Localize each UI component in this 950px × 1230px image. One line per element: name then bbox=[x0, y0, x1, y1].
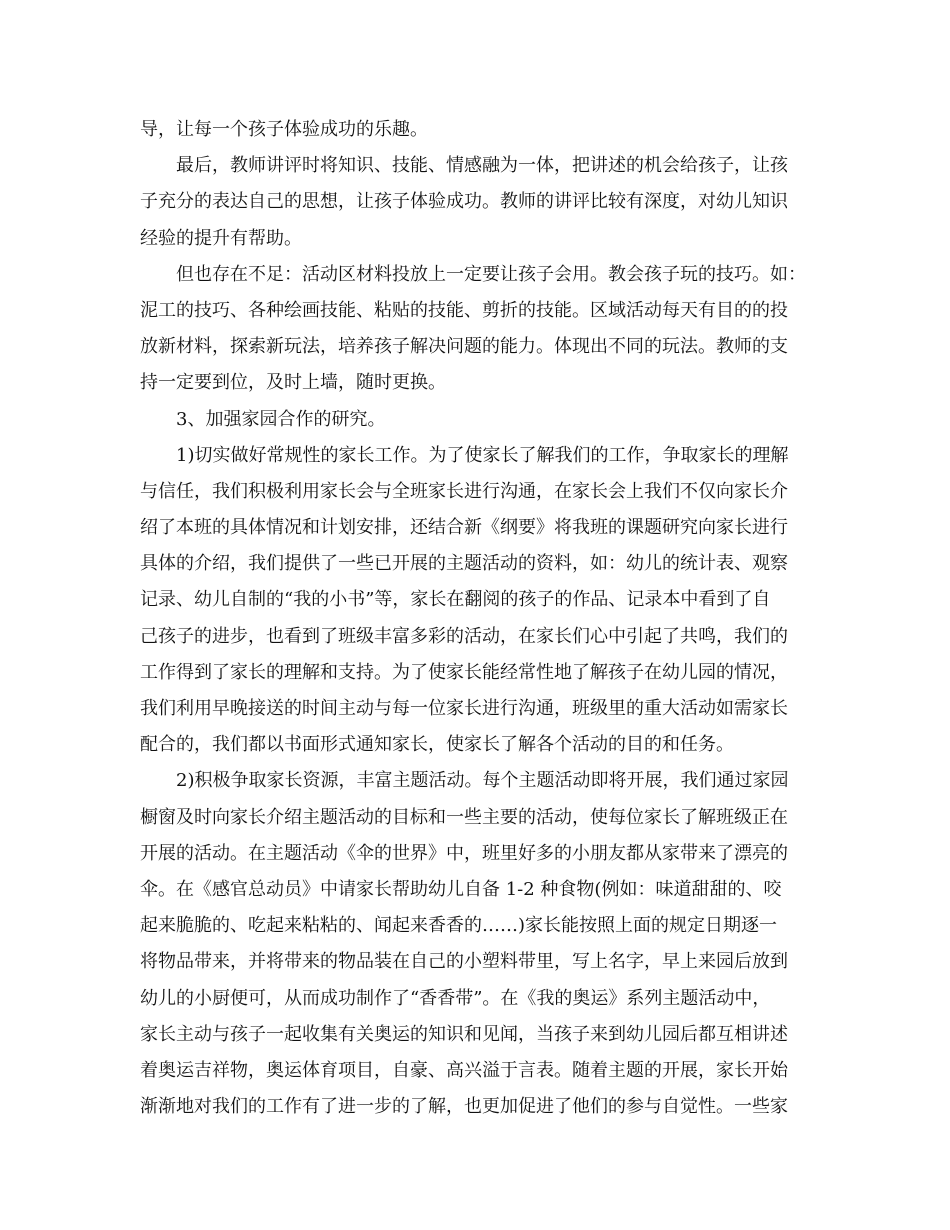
text-line: 与信任，我们积极利用家长会与全班家长进行沟通，在家长会上我们不仅向家长介 bbox=[140, 480, 788, 502]
text-line: 开展的活动。在主题活动《伞的世界》中，班里好多的小朋友都从家带来了漂亮的 bbox=[140, 842, 788, 864]
text-line: 2)积极争取家长资源，丰富主题活动。每个主题活动即将开展，我们通过家园 bbox=[176, 770, 789, 792]
text-line: 伞。在《感官总动员》中请家长帮助幼儿自备 1-2 种食物(例如：味道甜甜的、咬 bbox=[140, 878, 782, 900]
text-line: 导，让每一个孩子体验成功的乐趣。 bbox=[140, 119, 428, 140]
text-line: 泥工的技巧、各种绘画技能、粘贴的技能、剪折的技能。区域活动每天有目的的投 bbox=[140, 299, 788, 321]
text-line: 子充分的表达自己的思想，让孩子体验成功。教师的讲评比较有深度，对幼儿知识 bbox=[140, 191, 788, 213]
body-text bbox=[140, 112, 820, 1125]
text-line: 将物品带来，并将带来的物品装在自己的小塑料带里，写上名字，早上来园后放到 bbox=[140, 951, 788, 973]
text-line: 己孩子的进步，也看到了班级丰富多彩的活动，在家长们心中引起了共鸣，我们的 bbox=[140, 625, 788, 647]
text-line: 经验的提升有帮助。 bbox=[140, 227, 302, 249]
text-line: 记录、幼儿自制的“我的小书”等，家长在翻阅的孩子的作品、记录本中看到了自 bbox=[140, 589, 771, 611]
text-line: 工作得到了家长的理解和支持。为了使家长能经常性地了解孩子在幼儿园的情况， bbox=[140, 661, 788, 683]
text-line: 绍了本班的具体情况和计划安排，还结合新《纲要》将我班的课题研究向家长进行 bbox=[140, 517, 788, 539]
text-line: 具体的介绍，我们提供了一些已开展的主题活动的资料，如：幼儿的统计表、观察 bbox=[140, 553, 788, 575]
text-line: 最后，教师讲评时将知识、技能、情感融为一体，把讲述的机会给孩子，让孩 bbox=[176, 155, 788, 177]
text-line: 橱窗及时向家长介绍主题活动的目标和一些主要的活动，使每位家长了解班级正在 bbox=[140, 806, 788, 828]
text-line: 我们利用早晚接送的时间主动与每一位家长进行沟通，班级里的重大活动如需家长 bbox=[140, 698, 788, 719]
text-line: 家长主动与孩子一起收集有关奥运的知识和见闻，当孩子来到幼儿园后都互相讲述 bbox=[140, 1023, 788, 1045]
text-line: 渐渐地对我们的工作有了进一步的了解，也更加促进了他们的参与自觉性。一些家 bbox=[140, 1096, 788, 1118]
text-line: 3、加强家园合作的研究。 bbox=[176, 408, 386, 430]
text-line: 着奥运吉祥物，奥运体育项目，自豪、高兴溢于言表。随着主题的开展，家长开始 bbox=[140, 1059, 788, 1081]
text-line: 但也存在不足：活动区材料投放上一定要让孩子会用。教会孩子玩的技巧。如： bbox=[176, 263, 806, 285]
text-line: 1)切实做好常规性的家长工作。为了使家长了解我们的工作，争取家长的理解 bbox=[176, 444, 789, 466]
text-line: 起来脆脆的、吃起来粘粘的、闻起来香香的……)家长能按照上面的规定日期逐一 bbox=[140, 915, 778, 937]
text-line: 放新材料，探索新玩法，培养孩子解决问题的能力。体现出不同的玩法。教师的支 bbox=[140, 336, 788, 358]
text-line: 配合的，我们都以书面形式通知家长，使家长了解各个活动的目的和任务。 bbox=[140, 734, 734, 756]
text-line: 持一定要到位，及时上墙，随时更换。 bbox=[140, 372, 446, 394]
text-line: 幼儿的小厨便可，从而成功制作了“香香带”。在《我的奥运》系列主题活动中， bbox=[140, 987, 771, 1009]
